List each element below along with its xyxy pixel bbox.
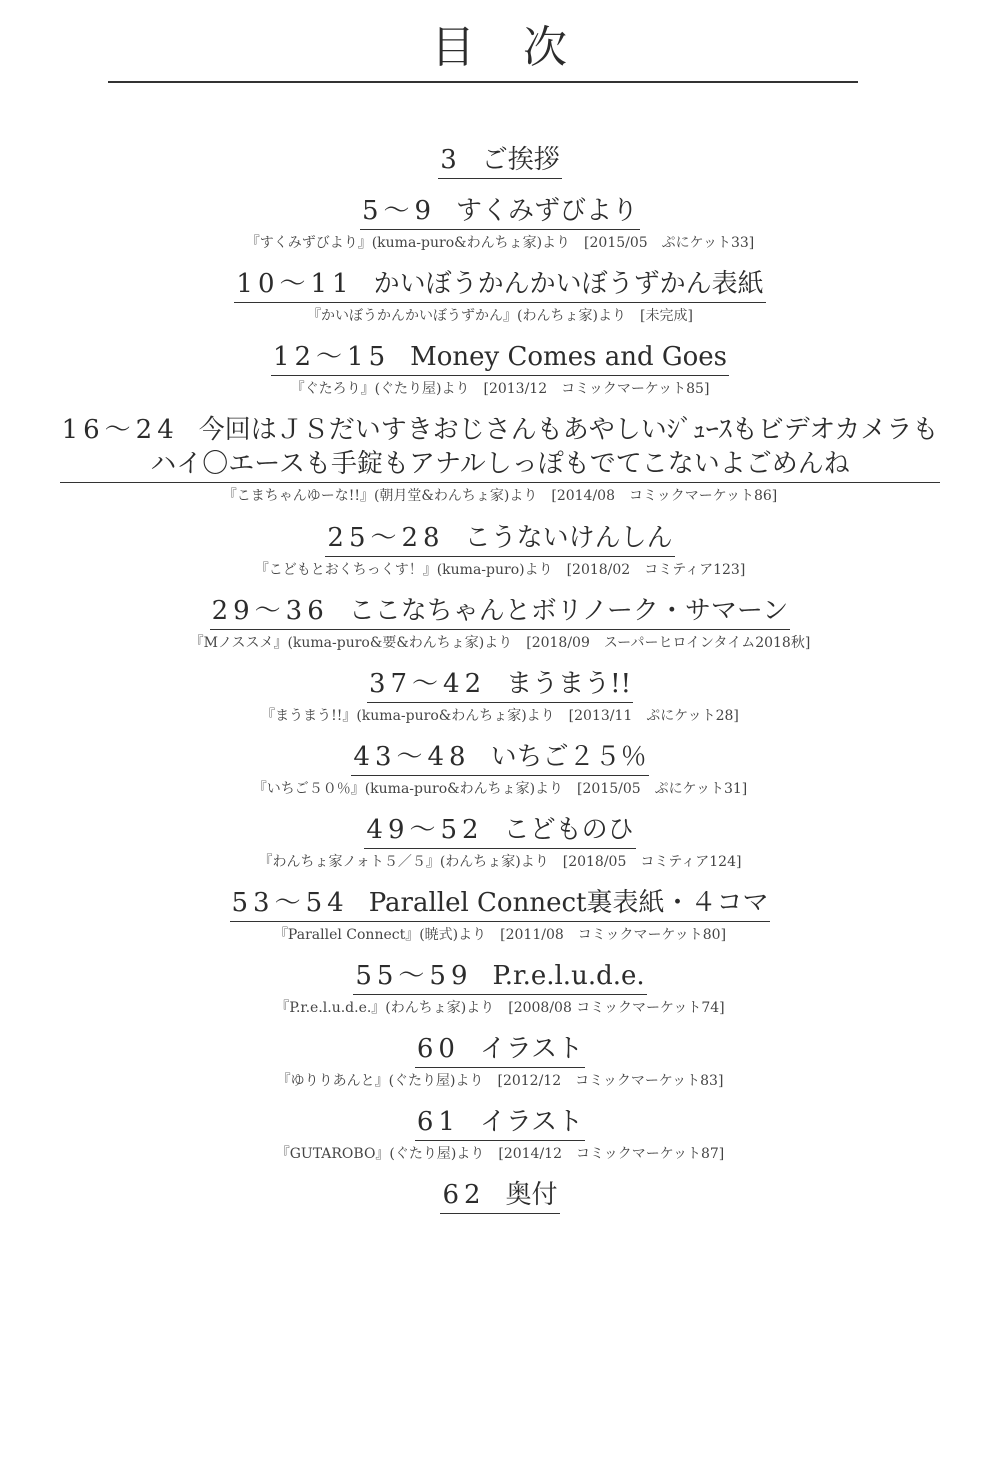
toc-page-range: 49～52 — [366, 815, 484, 845]
toc-title: こどものひ — [503, 815, 634, 845]
toc-heading — [415, 1105, 585, 1141]
toc-entry — [0, 667, 1000, 725]
toc-title: イラスト — [479, 1034, 584, 1064]
toc-source: 『Parallel Connect』(暁式)より [2011/08 コミックマーケット80] — [273, 927, 727, 943]
toc-page-range: 3 — [440, 145, 462, 175]
toc-title: いちご２５％ — [490, 742, 647, 772]
toc-title: まうまう!! — [506, 669, 632, 699]
toc-title: Parallel Connect裏表紙・４コマ — [368, 888, 769, 918]
toc-page-range: 16～24 — [61, 415, 179, 445]
toc-page-range: 53～54 — [231, 888, 349, 918]
toc-entry — [0, 740, 1000, 798]
toc-entry — [0, 267, 1000, 325]
toc-source: 『Mノススメ』(kuma-puro&要&わんちょ家)より [2018/09 スーパーヒロインタイム2018秋] — [189, 635, 811, 651]
page-header — [0, 20, 1000, 76]
toc-heading — [60, 413, 941, 483]
toc-entry — [0, 194, 1000, 252]
toc-entry — [0, 1105, 1000, 1163]
toc-source: 『いちご５０％』(kuma-puro&わんちょ家)より [2015/05 ぷにケット31] — [252, 781, 748, 797]
toc-heading — [271, 340, 729, 376]
page-title: 目 次 — [431, 22, 569, 73]
toc-source: 『かいぼうかんかいぼうずかん』(わんちょ家)より [未完成] — [307, 308, 693, 324]
toc-heading — [230, 886, 771, 922]
toc-heading — [325, 521, 674, 557]
toc-source: 『ぐたろり』(ぐたり屋)より [2013/12 コミックマーケット85] — [290, 381, 710, 397]
toc-entry — [0, 813, 1000, 871]
toc-title: かいぼうかんかいぼうずかん表紙 — [373, 269, 764, 299]
toc-heading — [360, 194, 640, 230]
toc-entry — [0, 521, 1000, 579]
toc-page-range: 10～11 — [236, 269, 354, 299]
toc-entry — [0, 1178, 1000, 1214]
toc-heading — [415, 1032, 585, 1068]
toc-heading — [353, 959, 646, 995]
toc-source: 『P.r.e.l.u.d.e.』(わんちょ家)より [2008/08 コミックマーケット74] — [275, 1000, 725, 1016]
toc-title: ご挨拶 — [481, 145, 560, 175]
toc-heading — [367, 667, 633, 703]
toc-source: 『まうまう!!』(kuma-puro&わんちょ家)より [2013/11 ぷにケット28] — [261, 708, 739, 724]
toc-title: ここなちゃんとボリノーク・サマーン — [348, 596, 789, 626]
toc-heading — [438, 143, 562, 179]
toc-page-range: 5～9 — [361, 196, 437, 226]
toc-heading — [234, 267, 765, 303]
toc-title: P.r.e.l.u.d.e. — [492, 961, 645, 991]
toc-source: 『わんちょ家ノォト５／５』(わんちょ家)より [2018/05 コミティア124] — [258, 854, 742, 870]
toc-entry — [0, 413, 1000, 505]
toc-page-range: 43～48 — [353, 742, 471, 772]
toc-entry — [0, 143, 1000, 179]
toc-page-range: 61 — [416, 1107, 460, 1137]
toc-entry — [0, 886, 1000, 944]
toc-heading — [364, 813, 635, 849]
table-of-contents — [0, 143, 1000, 1229]
toc-title: 奥付 — [505, 1180, 558, 1210]
toc-source: 『GUTAROBO』(ぐたり屋)より [2014/12 コミックマーケット87] — [275, 1146, 725, 1162]
toc-source: 『ゆりりあんと』(ぐたり屋)より [2012/12 コミックマーケット83] — [276, 1073, 724, 1089]
toc-entry — [0, 959, 1000, 1017]
toc-heading — [210, 594, 791, 630]
toc-heading — [440, 1178, 559, 1214]
toc-page-range: 29～36 — [211, 596, 329, 626]
toc-page-range: 25～28 — [327, 523, 445, 553]
title-rule — [108, 81, 858, 83]
toc-title: 今回はＪＳだいすきおじさんもあやしいｼﾞｭｰｽもビデオカメラも ハイ〇エースも手錠もアナルしっぽもでてこないよごめんね — [150, 415, 939, 479]
toc-title: Money Comes and Goes — [410, 342, 728, 372]
toc-entry — [0, 594, 1000, 652]
toc-entry — [0, 340, 1000, 398]
toc-page-range: 60 — [416, 1034, 460, 1064]
toc-page-range: 12～15 — [272, 342, 391, 372]
toc-source: 『すくみずびより』(kuma-puro&わんちょ家)より [2015/05 ぷにケット33] — [245, 235, 755, 251]
toc-heading — [351, 740, 648, 776]
toc-title: すくみずびより — [456, 196, 639, 226]
toc-source: 『こどもとおくちっくす！』(kuma-puro)より [2018/02 コミティア123] — [254, 562, 746, 578]
toc-page-range: 62 — [442, 1180, 486, 1210]
toc-source: 『こまちゃんゆーな!!』(朝月堂&わんちょ家)より [2014/08 コミックマーケット86] — [222, 488, 778, 504]
toc-entry — [0, 1032, 1000, 1090]
toc-title: こうないけんしん — [464, 523, 673, 553]
toc-page-range: 37～42 — [368, 669, 487, 699]
toc-page-range: 55～59 — [355, 961, 473, 991]
toc-title: イラスト — [479, 1107, 584, 1137]
